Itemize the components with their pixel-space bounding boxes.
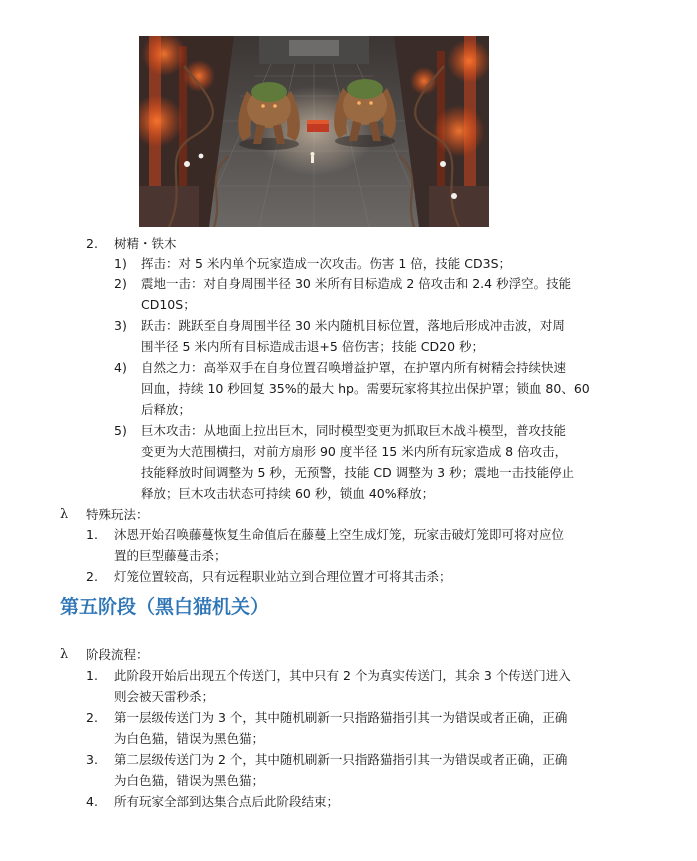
list-number: 4. [86, 794, 98, 809]
list-number: 2. [86, 236, 98, 251]
lambda-bullet-icon: λ [60, 507, 69, 522]
game-scene-image [139, 36, 489, 227]
list-item-line: 沐恩开始召唤藤蔓恢复生命值后在藤蔓上空生成灯笼，玩家击破灯笼即可将对应位 [114, 527, 565, 542]
list-item-line: 技能释放时间调整为 5 秒，无预警，技能 CD 调整为 3 秒；震地一击技能停止 [141, 465, 575, 480]
list-item-line: 为白色猫，错误为黑色猫； [114, 773, 265, 788]
section-title: 树精・铁木 [114, 236, 177, 251]
list-item-line: 此阶段开始后出现五个传送门，其中只有 2 个为真实传送门，其余 3 个传送门进入 [114, 668, 571, 683]
lambda-bullet-icon: λ [60, 647, 69, 662]
list-number: 2. [86, 569, 98, 584]
list-item-line: 为白色猫，错误为黑色猫； [114, 731, 265, 746]
list-item-line: 围半径 5 米内所有目标造成击退+5 倍伤害；技能 CD20 秒； [141, 339, 485, 354]
list-item-line: 第一层级传送门为 3 个，其中随机刷新一只指路猫指引其一为错误或者正确，正确 [114, 710, 568, 725]
list-number: 5) [114, 423, 127, 438]
list-item-line: 自然之力：高举双手在自身位置召唤增益护罩，在护罩内所有树精会持续快速 [141, 360, 567, 375]
list-number: 1. [86, 668, 98, 683]
list-number: 1) [114, 256, 127, 271]
list-item-line: 跃击：跳跃至自身周围半径 30 米内随机目标位置，落地后形成冲击波，对周 [141, 318, 565, 333]
list-number: 2. [86, 710, 98, 725]
list-item-line: 所有玩家全部到达集合点后此阶段结束； [114, 794, 340, 809]
list-item-line: 则会被天雷秒杀； [114, 689, 215, 704]
list-item-line: 灯笼位置较高，只有远程职业站立到合理位置才可将其击杀； [114, 569, 452, 584]
list-item-line: 震地一击：对自身周围半径 30 米所有目标造成 2 倍攻击和 2.4 秒浮空。技能 [141, 276, 572, 291]
list-number: 3) [114, 318, 127, 333]
section-title: 特殊玩法： [86, 507, 149, 522]
list-item-line: 巨木攻击：从地面上拉出巨木，同时模型变更为抓取巨木战斗模型，普攻技能 [141, 423, 567, 438]
list-number: 3. [86, 752, 98, 767]
list-number: 1. [86, 527, 98, 542]
list-item-line: 挥击：对 5 米内单个玩家造成一次攻击。伤害 1 倍，技能 CD3S； [141, 256, 512, 271]
list-item-line: 第二层级传送门为 2 个，其中随机刷新一只指路猫指引其一为错误或者正确，正确 [114, 752, 568, 767]
list-item-line: 变更为大范围横扫，对前方扇形 90 度半径 15 米内所有玩家造成 8 倍攻击， [141, 444, 568, 459]
list-item-line: 回血，持续 10 秒回复 35%的最大 hp。需要玩家将其拉出保护罩；锁血 80、60 [141, 381, 590, 396]
list-number: 2) [114, 276, 127, 291]
list-number: 4) [114, 360, 127, 375]
list-item-line: 置的巨型藤蔓击杀； [114, 548, 227, 563]
list-item-line: 后释放； [141, 402, 192, 417]
stage-heading: 第五阶段（黑白猫机关） [60, 596, 270, 618]
list-item-line: 释放；巨木攻击状态可持续 60 秒，锁血 40%释放； [141, 486, 435, 501]
list-item-line: CD10S； [141, 297, 196, 312]
section-title: 阶段流程： [86, 647, 149, 662]
